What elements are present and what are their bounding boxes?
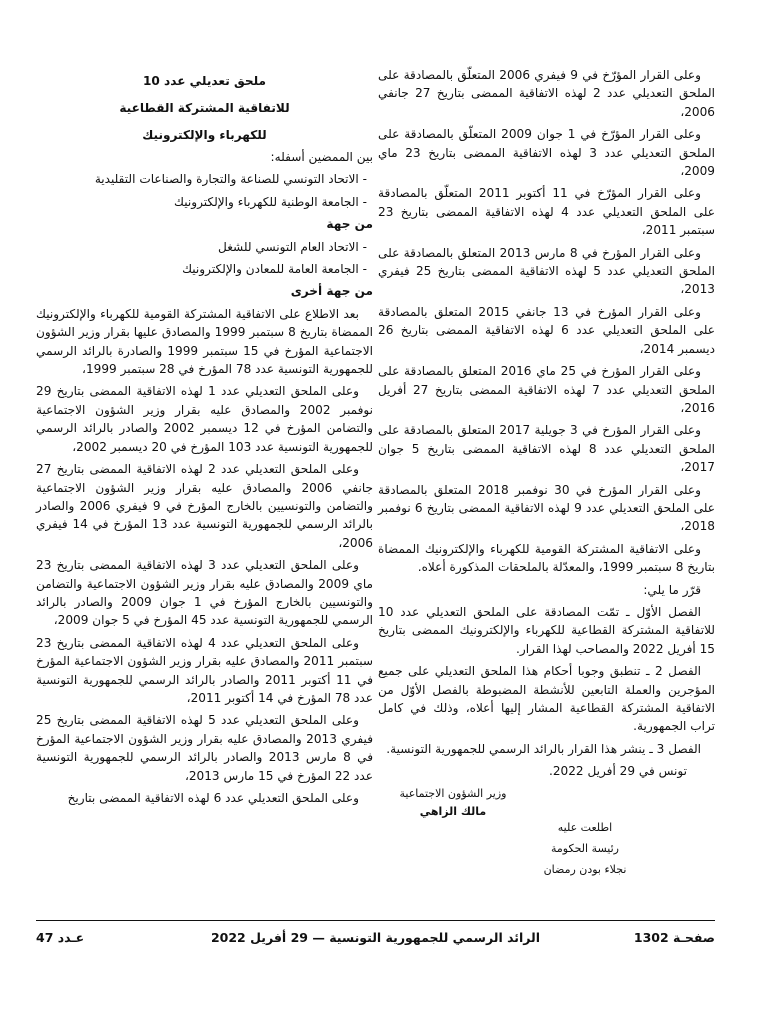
party-general-federation: - الجامعة العامة للمعادن والإلكترونيك — [182, 262, 367, 277]
issue-number: عـدد 47 — [36, 930, 85, 945]
right-column — [378, 66, 715, 875]
page-footer — [36, 930, 715, 950]
paragraph-convention-reference: بعد الاطلاع على الاتفاقية المشتركة القومية للكهرباء والإلكترونيك الممضاة بتاريخ 8 سبتمبر 1999 والمصادق عليها بقرار وزير الشؤون الاجتماعية المؤرخ في 15 سبتمبر 1999 والصادرة بالرائد الرسمي للجمهورية التونسية عدد 78 المؤرخ في 28 سبتمبر 1999، — [36, 306, 374, 377]
head-of-government-title: رئيسة الحكومة — [551, 841, 619, 855]
date-line: تونس في 29 أفريل 2022. — [548, 764, 687, 779]
left-column — [36, 66, 373, 811]
paragraph-decision-2009: وعلى القرار المؤرّخ في 1 جوان 2009 المتعلّق بالمصادقة على الملحق التعديلي عدد 3 لهذه الاتفاقية الممضى بتاريخ 23 ماي 2009، — [378, 127, 715, 179]
journal-title: الرائد الرسمي للجمهورية التونسية — 29 أفريل 2022 — [210, 930, 541, 945]
between-label: بين الممضين أسفله: — [270, 150, 373, 164]
minister-title: وزير الشؤون الاجتماعية — [399, 786, 507, 800]
paragraph-decision-2015: وعلى القرار المؤرخ في 13 جانفي 2015 المتعلق بالمصادقة على الملحق التعديلي عدد 6 لهذه الاتفاقية الممضى بتاريخ 26 ديسمبر 2014، — [378, 304, 715, 356]
paragraph-decision-2013: وعلى القرار المؤرخ في 8 مارس 2013 المتعلق بالمصادقة على الملحق التعديلي عدد 5 لهذه الاتفاقية الممضى بتاريخ 25 فيفري 2013، — [378, 245, 715, 297]
paragraph-annex-1: وعلى الملحق التعديلي عدد 1 لهذه الاتفاقية الممضى بتاريخ 29 نوفمبر 2002 والمصادق عليه بقرار وزير الشؤون الاجتماعية والتضامن المؤرخ في 12 ديسمبر 2002 والصادر بالرائد الرسمي للجمهورية التونسية عدد 103 المؤرخ في 20 ديسمبر 2002، — [36, 384, 373, 454]
paragraph-decision-2017: وعلى القرار المؤرخ في 3 جويلية 2017 المتعلق بالمصادقة على الملحق التعديلي عدد 8 لهذه الاتفاقية الممضى بتاريخ 5 جوان 2017، — [378, 423, 715, 475]
side-two-label: من جهة أخرى — [290, 284, 373, 299]
paragraph-annex-2: وعلى الملحق التعديلي عدد 2 لهذه الاتفاقية الممضى بتاريخ 27 جانفي 2006 والمصادق عليه بقرار وزير الشؤون الاجتماعية والتضامن والتونسيين بالخارج المؤرخ في 9 فيفري 2006 والصادر بالرائد الرسمي للجمهورية التونسية عدد 13 المؤرخ في 14 فيفري 2006، — [36, 462, 373, 550]
side-one-label: من جهة — [326, 217, 373, 232]
paragraph-decision-2016: وعلى القرار المؤرخ في 25 ماي 2016 المتعلق بالمصادقة على الملحق التعديلي عدد 7 لهذه الاتفاقية الممضى بتاريخ 27 أفريل 2016، — [378, 364, 715, 415]
party-utica: - الاتحاد التونسي للصناعة والتجارة والصناعات التقليدية — [94, 172, 367, 187]
paragraph-annex-3: وعلى الملحق التعديلي عدد 3 لهذه الاتفاقية الممضى بتاريخ 23 ماي 2009 والمصادق عليه بقرار وزير الشؤون الاجتماعية والتضامن والتونسيين بالخارج المؤرخ في 1 جوان 2009 والصادر بالرائد الرسمي للجمهورية التونسية عدد 45 المؤرخ في 5 جوان 2009، — [36, 558, 373, 628]
paragraph-decision-2011: وعلى القرار المؤرّخ في 11 أكتوبر 2011 المتعلّق بالمصادقة على الملحق التعديلي عدد 4 لهذه الاتفاقية الممضى بتاريخ 23 سبتمبر 2011، — [378, 186, 715, 238]
paragraph-annex-4: وعلى الملحق التعديلي عدد 4 لهذه الاتفاقية الممضى بتاريخ 23 سبتمبر 2011 والمصادق عليه بقرار وزير الشؤون الاجتماعية المؤرخ في 11 أكتوبر 2011 والصادر بالرائد الرسمي للجمهورية التونسية عدد 78 المؤرخ في 14 أكتوبر 2011، — [36, 635, 373, 705]
annex-title — [36, 69, 373, 147]
minister-name: مالك الزاهي — [419, 804, 487, 818]
seen-label: اطلعت عليه — [557, 820, 613, 834]
head-of-government-name: نجلاء بودن رمضان — [543, 862, 627, 876]
article-3: الفصل 3 ـ ينشر هذا القرار بالرائد الرسمي للجمهورية التونسية. — [386, 741, 701, 756]
annex-title-line-2: للاتفاقية المشتركة القطاعية — [119, 101, 290, 115]
article-1: الفصل الأوّل ـ تمّت المصادقة على الملحق التعديلي عدد 10 للاتفاقية المشتركة القطاعية للكهرباء والإلكترونيك الممضى بتاريخ 15 أفريل 2022 والمصاحب لهذا القرار. — [378, 604, 715, 656]
paragraph-convention-1999: وعلى الاتفاقية المشتركة القومية للكهرباء والإلكترونيك الممضاة بتاريخ 8 سبتمبر 1999، والمعدّلة بالملحقات المذكورة أعلاه. — [378, 541, 715, 575]
footer-divider — [36, 920, 715, 921]
annex-title-line-3: للكهرباء والإلكترونيك — [142, 128, 267, 142]
party-national-federation: - الجامعة الوطنية للكهرباء والإلكترونيك — [174, 194, 367, 209]
signature-block — [378, 785, 715, 875]
minister-signature — [378, 785, 528, 821]
decided-heading: قرّر ما يلي: — [643, 582, 701, 597]
annex-title-line-1: ملحق تعديلي عدد 10 — [142, 74, 267, 88]
paragraph-decision-2006: وعلى القرار المؤرّخ في 9 فيفري 2006 المتعلّق بالمصادقة على الملحق التعديلي عدد 2 لهذه الاتفاقية الممضى بتاريخ 27 جانفي 2006، — [378, 68, 715, 119]
paragraph-annex-5: وعلى الملحق التعديلي عدد 5 لهذه الاتفاقية الممضى بتاريخ 25 فيفري 2013 والمصادق عليه بقرار وزير الشؤون الاجتماعية المؤرخ في 8 مارس 2013 والصادر بالرائد الرسمي للجمهورية التونسية عدد 22 المؤرخ في 15 مارس 2013، — [36, 713, 373, 783]
paragraph-decision-2018: وعلى القرار المؤرخ في 30 نوفمبر 2018 المتعلق بالمصادقة على الملحق التعديلي عدد 9 لهذه الاتفاقية الممضى بتاريخ 6 نوفمبر 2018، — [378, 482, 715, 534]
head-of-government-signature — [515, 817, 655, 880]
article-2: الفصل 2 ـ تنطبق وجوبا أحكام هذا الملحق التعديلي على جميع المؤجرين والعملة التابعين للأنشطة المضبوطة بالفصل الأوّل من الاتفاقية المشتركة القطاعية المشار إليها أعلاه، وذلك في كامل تراب الجمهورية. — [378, 664, 715, 734]
page-number: صفحـة 1302 — [633, 930, 715, 945]
paragraph-annex-6: وعلى الملحق التعديلي عدد 6 لهذه الاتفاقية الممضى بتاريخ — [67, 791, 359, 805]
party-ugtt: - الاتحاد العام التونسي للشغل — [218, 239, 367, 254]
